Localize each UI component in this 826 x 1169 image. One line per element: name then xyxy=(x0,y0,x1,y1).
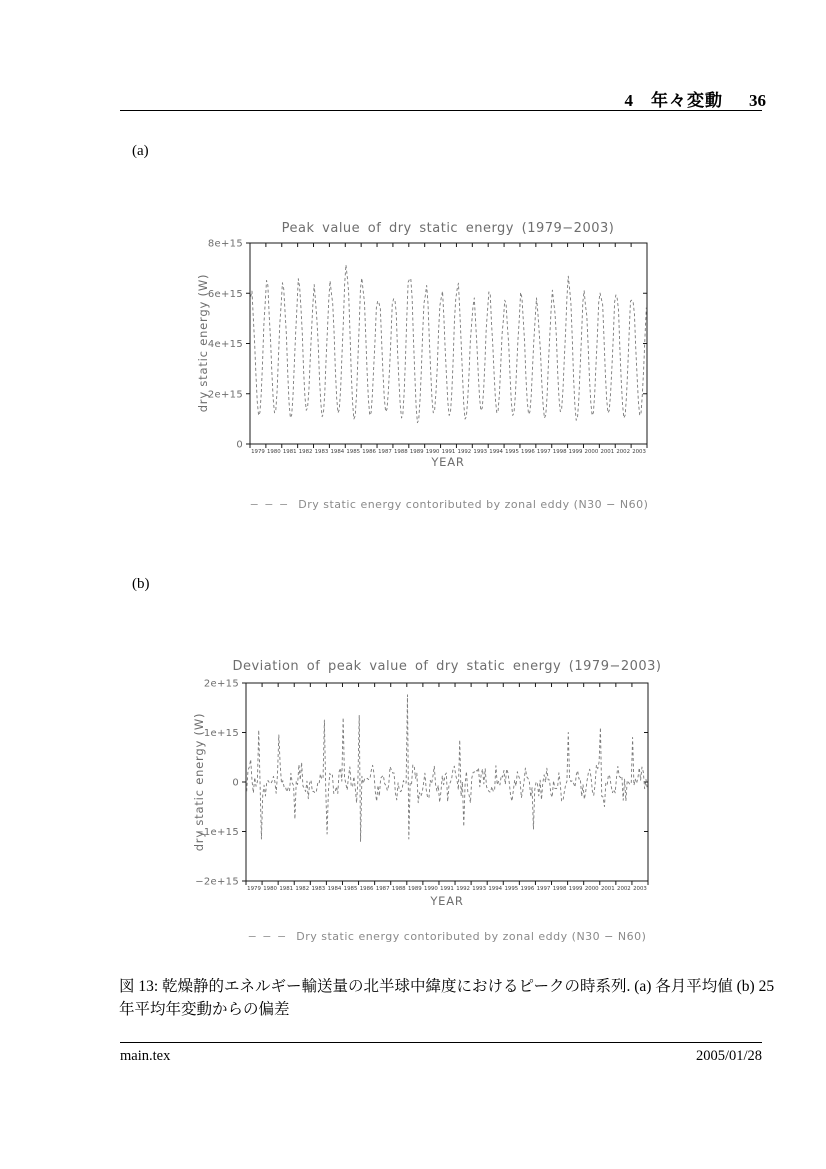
section-number: 4 xyxy=(624,91,633,110)
chart-a-title: Peak value of dry static energy (1979−2003) xyxy=(281,221,615,236)
chart-b-title: Deviation of peak value of dry static energy (1979−2003) xyxy=(232,659,662,674)
axis-tick-label-year: 1986 xyxy=(359,886,374,892)
axis-tick-label-year: 1985 xyxy=(343,886,358,892)
axis-tick-label-year: 1983 xyxy=(314,449,329,455)
axis-tick-label-year: 1981 xyxy=(282,449,297,455)
axis-tick-label-year: 1986 xyxy=(362,449,376,455)
axis-tick-label-year: 1984 xyxy=(330,449,345,455)
panel-label-b: (b) xyxy=(132,576,150,592)
axis-tick-label-year: 1998 xyxy=(552,886,567,892)
axis-tick-label-year: 1999 xyxy=(568,449,583,455)
axis-tick-label-year: 1996 xyxy=(520,886,535,892)
chart-a-ytick-1: 2e+15 xyxy=(207,389,243,401)
axis-tick-label-year: 1982 xyxy=(298,449,313,455)
axis-tick-label-year: 1993 xyxy=(472,886,487,892)
axis-tick-label-year: 1993 xyxy=(473,449,488,455)
axis-tick-label-year: 1992 xyxy=(456,886,470,892)
axis-tick-label-year: 1979 xyxy=(247,886,261,892)
axis-tick-label-year: 1997 xyxy=(536,449,551,455)
axis-tick-label-year: 1995 xyxy=(504,886,519,892)
chart-b-ytick-1: −1e+15 xyxy=(195,827,239,838)
axis-tick-label-year: 1988 xyxy=(394,449,408,455)
chart-b-ytick-0: −2e+15 xyxy=(195,876,239,888)
axis-tick-label-year: 1998 xyxy=(552,449,567,455)
axis-tick-label-year: 1984 xyxy=(327,886,342,892)
axis-tick-label-year: 2000 xyxy=(584,886,599,892)
axis-tick-label-year: 1989 xyxy=(407,886,422,892)
axis-tick-label-year: 2000 xyxy=(584,449,599,455)
axis-tick-label-year: 1980 xyxy=(263,886,277,892)
axis-tick-label-year: 2003 xyxy=(632,449,646,455)
legend-a-dash-sample: − − − xyxy=(249,498,290,511)
legend-b-text: Dry static energy contoributed by zonal eddy (N30 − N60) xyxy=(296,930,647,943)
axis-tick-label-year: 1987 xyxy=(378,449,392,455)
chart-b-plot-area xyxy=(242,683,648,892)
axis-tick-label-year: 2002 xyxy=(616,449,631,455)
page-header xyxy=(120,86,766,108)
chart-a-ytick-2: 4e+15 xyxy=(207,339,243,350)
chart-b-ytick-2: 0 xyxy=(232,777,239,789)
axis-tick-label-year: 1989 xyxy=(409,449,424,455)
axis-tick-label-year: 2001 xyxy=(600,449,615,455)
chart-b-ytick-4: 2e+15 xyxy=(203,678,239,690)
page-number: 36 xyxy=(749,91,766,110)
axis-tick-label-year: 1981 xyxy=(279,886,294,892)
chart-a-ylabel: dry static energy (W) xyxy=(196,273,210,413)
axis-ticks xyxy=(246,243,647,448)
axis-tick-label-year: 1990 xyxy=(424,886,438,892)
chart-a-legend xyxy=(190,497,708,513)
page-footer xyxy=(120,1048,762,1065)
axis-tick-label-year: 1983 xyxy=(311,886,326,892)
footer-date: 2005/01/28 xyxy=(695,1048,762,1064)
axis-tick-label-year: 1997 xyxy=(536,886,551,892)
section-title: 年々変動 xyxy=(651,91,723,110)
axis-tick-label-year: 1994 xyxy=(488,886,503,892)
axis-tick-label-year: 1991 xyxy=(441,449,456,455)
chart-a-xlabel: YEAR xyxy=(431,455,465,469)
chart-b-ylabel: dry static energy (W) xyxy=(192,712,206,852)
chart-a-ytick-0: 0 xyxy=(236,439,243,451)
axis-tick-label-year: 1999 xyxy=(568,886,583,892)
series-line-b xyxy=(247,695,648,842)
axis-tick-label-year: 1995 xyxy=(505,449,519,455)
axis-tick-label-year: 1990 xyxy=(425,449,440,455)
axis-tick-label-year: 2003 xyxy=(633,886,647,892)
axis-tick-label-year: 1991 xyxy=(440,886,454,892)
axis-tick-label-year: 2001 xyxy=(600,886,615,892)
panel-label-a: (a) xyxy=(132,143,149,159)
axis-tick-label-year: 1988 xyxy=(391,886,406,892)
chart-b-xlabel: YEAR xyxy=(430,894,464,908)
series-line-a xyxy=(251,265,647,423)
figure-caption xyxy=(119,975,775,1021)
axis-tick-label-year: 1994 xyxy=(489,449,503,455)
axis-tick-label-year: 2002 xyxy=(617,886,631,892)
chart-a-plot-area xyxy=(246,243,647,455)
legend-b-dash-sample: − − − xyxy=(247,930,288,943)
axis-tick-label-year: 1996 xyxy=(521,449,535,455)
figure-caption-line2: 年平均年変動からの偏差 xyxy=(119,1001,290,1018)
figure-caption-line1: 図 13: 乾燥静的エネルギー輸送量の北半球中緯度におけるピークの時系列. (a) 各月平均値 (b) 25 xyxy=(119,978,775,995)
plot-frame xyxy=(250,243,647,444)
axis-ticks xyxy=(242,683,648,885)
footer-rule xyxy=(120,1042,762,1043)
legend-a-text: Dry static energy contoributed by zonal eddy (N30 − N60) xyxy=(298,498,649,511)
header-rule xyxy=(120,110,762,111)
axis-tick-label-year: 1985 xyxy=(346,449,361,455)
footer-filename: main.tex xyxy=(120,1048,171,1064)
chart-a-ytick-3: 6e+15 xyxy=(207,288,243,300)
chart-b-ytick-3: 1e+15 xyxy=(203,728,239,739)
chart-a xyxy=(150,210,695,525)
chart-a-ytick-4: 8e+15 xyxy=(207,238,243,250)
axis-tick-label-year: 1979 xyxy=(251,449,265,455)
axis-tick-label-year: 1980 xyxy=(266,449,281,455)
axis-tick-label-year: 1992 xyxy=(457,449,472,455)
chart-b xyxy=(150,648,695,968)
chart-b-legend xyxy=(188,929,706,945)
axis-tick-label-year: 1982 xyxy=(295,886,310,892)
axis-tick-label-year: 1987 xyxy=(375,886,390,892)
